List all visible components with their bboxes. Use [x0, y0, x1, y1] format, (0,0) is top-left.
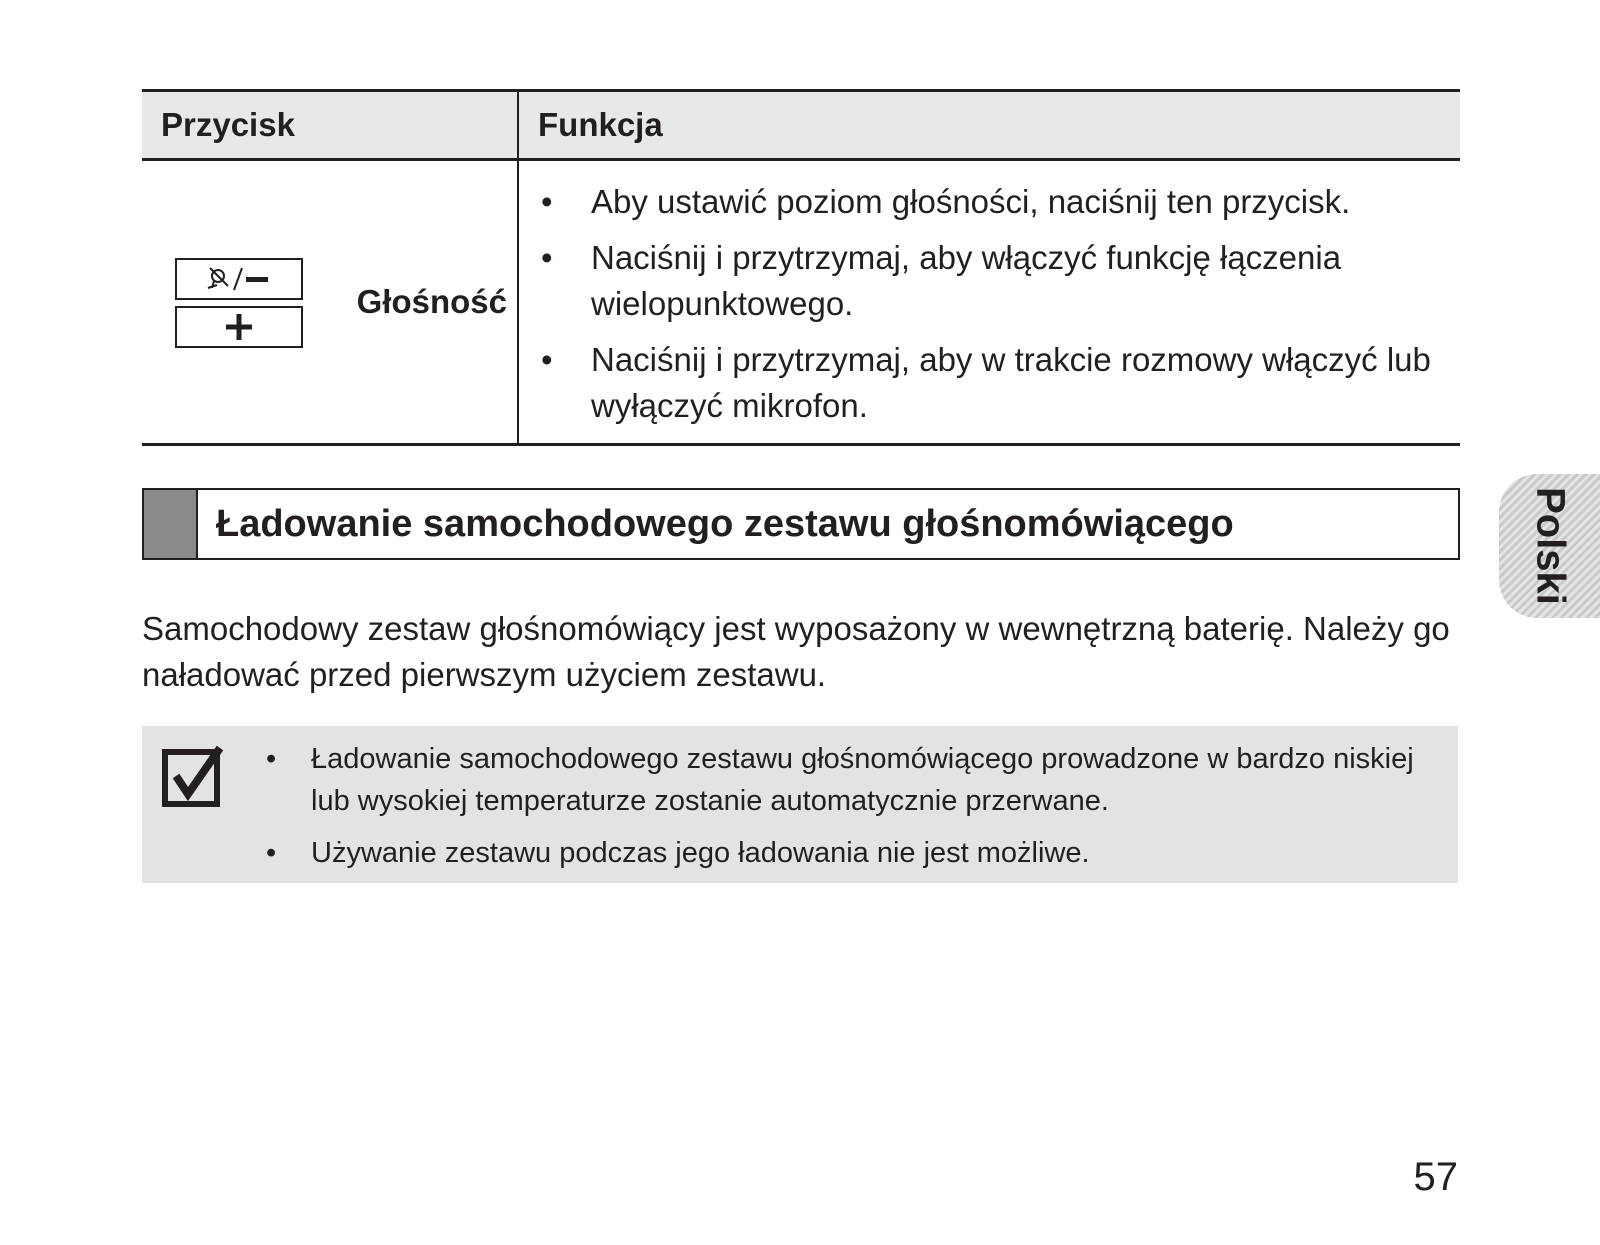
table-header-row — [142, 91, 1460, 160]
function-cell — [518, 160, 1460, 445]
list-item: • Naciśnij i przytrzymaj, aby w trakcie rozmowy włączyć lub wyłączyć mikrofon. — [519, 337, 1460, 429]
button-name-volume: Głośność — [356, 283, 507, 320]
list-item: • Aby ustawić poziom głośności, naciśnij ten przycisk. — [519, 179, 1460, 225]
checkbox-note-icon — [162, 744, 226, 808]
volume-up-key — [175, 306, 303, 348]
button-function-table — [142, 89, 1460, 446]
section-title: Ładowanie samochodowego zestawu głośnomówiącego — [216, 502, 1234, 545]
volume-keys — [175, 258, 303, 354]
table-header-function: Funkcja — [518, 91, 1460, 160]
section-heading — [142, 488, 1460, 560]
table-header-button: Przycisk — [142, 91, 518, 160]
list-item: • Ładowanie samochodowego zestawu głośnomówiącego prowadzone w bardzo niskiej lub wysokiej temperaturze zostanie automatycznie przerwane. — [266, 738, 1438, 822]
mute-minus-icon — [204, 264, 274, 294]
function-list — [519, 161, 1460, 443]
volume-down-mute-key — [175, 258, 303, 300]
list-item: • Naciśnij i przytrzymaj, aby włączyć funkcję łączenia wielopunktowego. — [519, 235, 1460, 327]
language-tab — [1499, 474, 1600, 618]
section-marker — [144, 490, 198, 558]
section-intro: Samochodowy zestaw głośnomówiący jest wyposażony w wewnętrzną baterię. Należy go naładować przed pierwszym użyciem zestawu. — [142, 610, 1450, 693]
note-box — [142, 726, 1458, 883]
button-cell — [142, 160, 518, 445]
plus-icon — [224, 312, 254, 342]
language-tab-label: Polski — [1528, 487, 1572, 605]
table-row — [142, 160, 1460, 445]
list-item: • Używanie zestawu podczas jego ładowania nie jest możliwe. — [266, 832, 1438, 874]
page-number: 57 — [1413, 1155, 1458, 1199]
note-list — [266, 738, 1438, 884]
